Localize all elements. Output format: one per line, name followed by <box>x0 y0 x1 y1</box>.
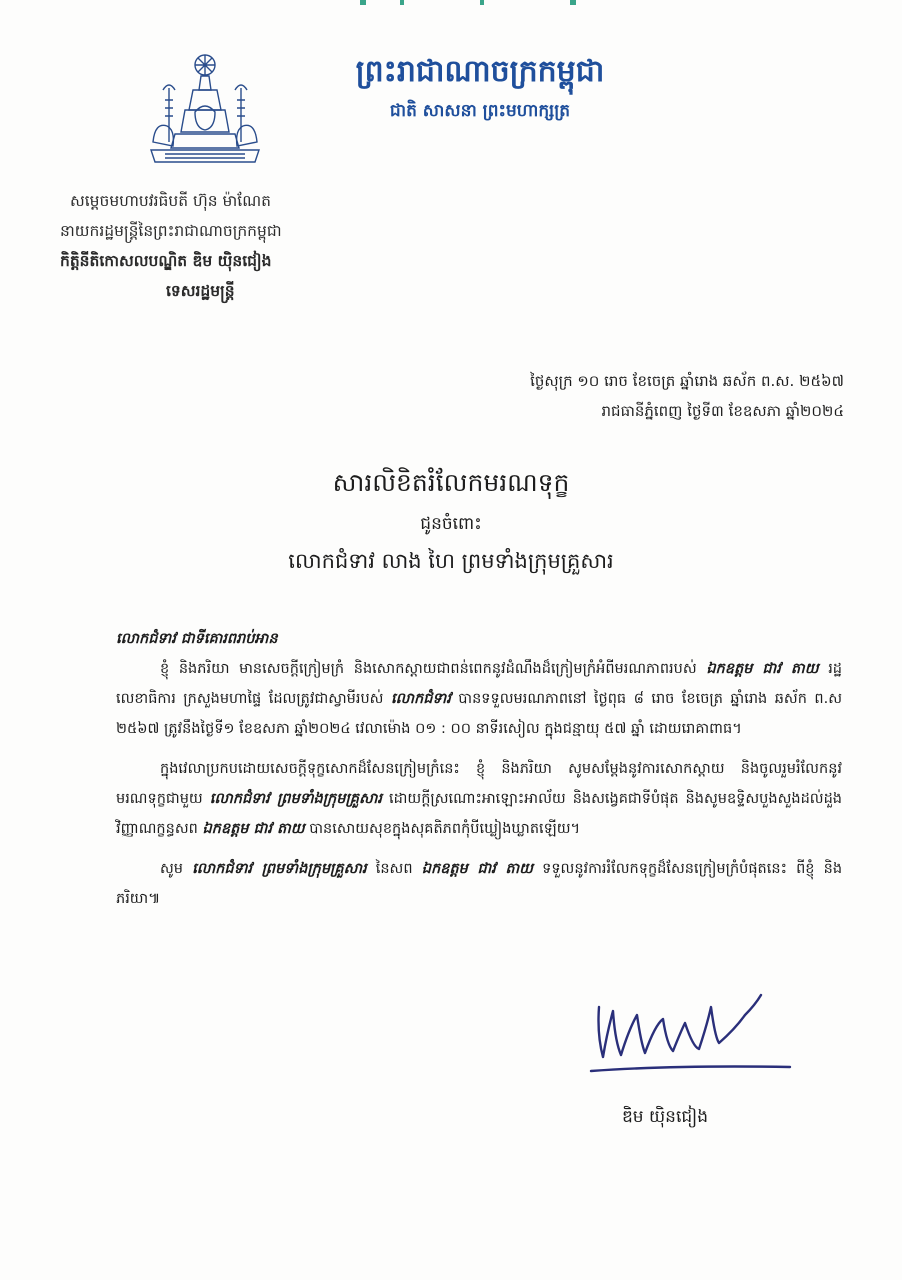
p2-name-bold: ឯកឧត្តម ជាវ តាយ <box>202 821 305 837</box>
sender-line-4: ទេសរដ្ឋមន្ត្រី <box>166 282 235 300</box>
title-block <box>0 460 902 580</box>
p1-title-bold: លោកជំទាវ <box>390 691 451 707</box>
p3-text-c: នៃសព <box>375 861 413 877</box>
p1-text-a: ខ្ញុំ និងភរិយា មានសេចក្តីក្រៀមក្រំ និងសោកស្តាយជាពន់ពេកនូវដំណឹងដ៏ក្រៀមក្រំអំពីមរណភាពរបស់ <box>160 661 697 677</box>
p2-text-e: បានសោយសុខក្នុងសុគតិភពកុំបីឃ្លៀងឃ្លាតឡើយ។ <box>309 821 581 837</box>
p2-text-c: ដោយក្តីស្រណោះអាឡោះអាល័យ និងសង្វេគជាទីបំផុត និងសូមឧទ្ទិសបួងសួងដល់ដួងវិញ្ញាណក្ខន្ធសព <box>116 791 843 837</box>
top-decoration <box>360 0 590 8</box>
national-motto: ជាតិ សាសនា ព្រះមហាក្សត្រ <box>389 101 571 121</box>
signer-name: ឌិម យ៉ិនជៀង <box>621 1107 708 1127</box>
sender-block <box>60 186 360 306</box>
p3-name-bold: ឯកឧត្តម ជាវ តាយ <box>421 861 533 877</box>
sender-line-1: សម្តេចមហាបវរធិបតី ហ៊ុន ម៉ាណែត <box>70 192 271 210</box>
p3-text-a: សូម <box>160 861 184 877</box>
salutation: លោកជំទាវ ជាទីគោរពរាប់អាន <box>116 631 278 647</box>
p3-text-e: ទទួលនូវការរំលែកទុក្ខដ៏សែនក្រៀមក្រំបំផុតនេះ ពីខ្ញុំ និងភរិយា៕ <box>116 861 843 907</box>
kingdom-heading: ព្រះរាជាណាចក្រកម្ពុជា <box>355 54 605 89</box>
lunar-date: ថ្ងៃសុក្រ ១០ រោច ខែចេត្រ ឆ្នាំរោង ឆស័ក ព.ស. ២៥៦៧ <box>530 372 844 390</box>
addressed-to: ជូនចំពោះ <box>420 514 482 534</box>
paragraph-3 <box>116 854 842 914</box>
p1-name-bold: ឯកឧត្តម ជាវ តាយ <box>706 661 819 677</box>
paragraph-2 <box>116 754 842 844</box>
p1-text-c: រដ្ឋលេខាធិការ ក្រសួងមហាផ្ទៃ ដែលត្រូវជាស្វាមីរបស់ <box>116 661 843 707</box>
p2-text-a: ក្នុងវេលាប្រកបដោយសេចក្តីទុក្ខសោកដ៏សែនក្រៀមក្រំនេះ ខ្ញុំ និងភរិយា សូមសម្តែងនូវការសោកស្តាយ និងចូលរួមរំលែកនូវមរណទុក្ខជាមួយ <box>116 761 842 807</box>
letter-title: សារលិខិតរំលែកមរណទុក្ខ <box>332 468 570 497</box>
recipient: លោកជំទាវ លាង ហៃ ព្រមទាំងក្រុមគ្រួសារ <box>288 549 614 573</box>
sender-line-3: កិត្តិនីតិកោសលបណ្ឌិត ឌិម យ៉ិនជៀង <box>60 252 272 270</box>
handwritten-signature <box>585 985 795 1085</box>
paragraph-1 <box>116 654 842 744</box>
royal-emblem-icon <box>145 50 265 175</box>
p1-text-e: បានទទួលមរណភាពនៅ ថ្ងៃពុធ ៨ រោច ខែចេត្រ ឆ្នាំរោង ឆស័ក ព.ស ២៥៦៧ ត្រូវនឹងថ្ងៃទី១ ខែឧសភា ឆ្នាំ២០២៤ វេលាម៉ោង ០១ : ០០ នាទីរសៀល ក្នុងជន្មាយុ ៥៧ ឆ្នាំ ដោយរោគាពាធ។ <box>116 691 843 737</box>
p3-recipient-bold: លោកជំទាវ ព្រមទាំងក្រុមគ្រួសារ <box>192 861 367 877</box>
date-block <box>530 366 844 426</box>
p2-recipient-bold: លោកជំទាវ ព្រមទាំងក្រុមគ្រួសារ <box>209 791 382 807</box>
letter-body <box>116 624 842 924</box>
solar-date: រាជធានីភ្នំពេញ ថ្ងៃទី៣ ខែឧសភា ឆ្នាំ២០២៤ <box>601 402 844 420</box>
sender-line-2: នាយករដ្ឋមន្ត្រីនៃព្រះរាជាណាចក្រកម្ពុជា <box>60 222 282 240</box>
